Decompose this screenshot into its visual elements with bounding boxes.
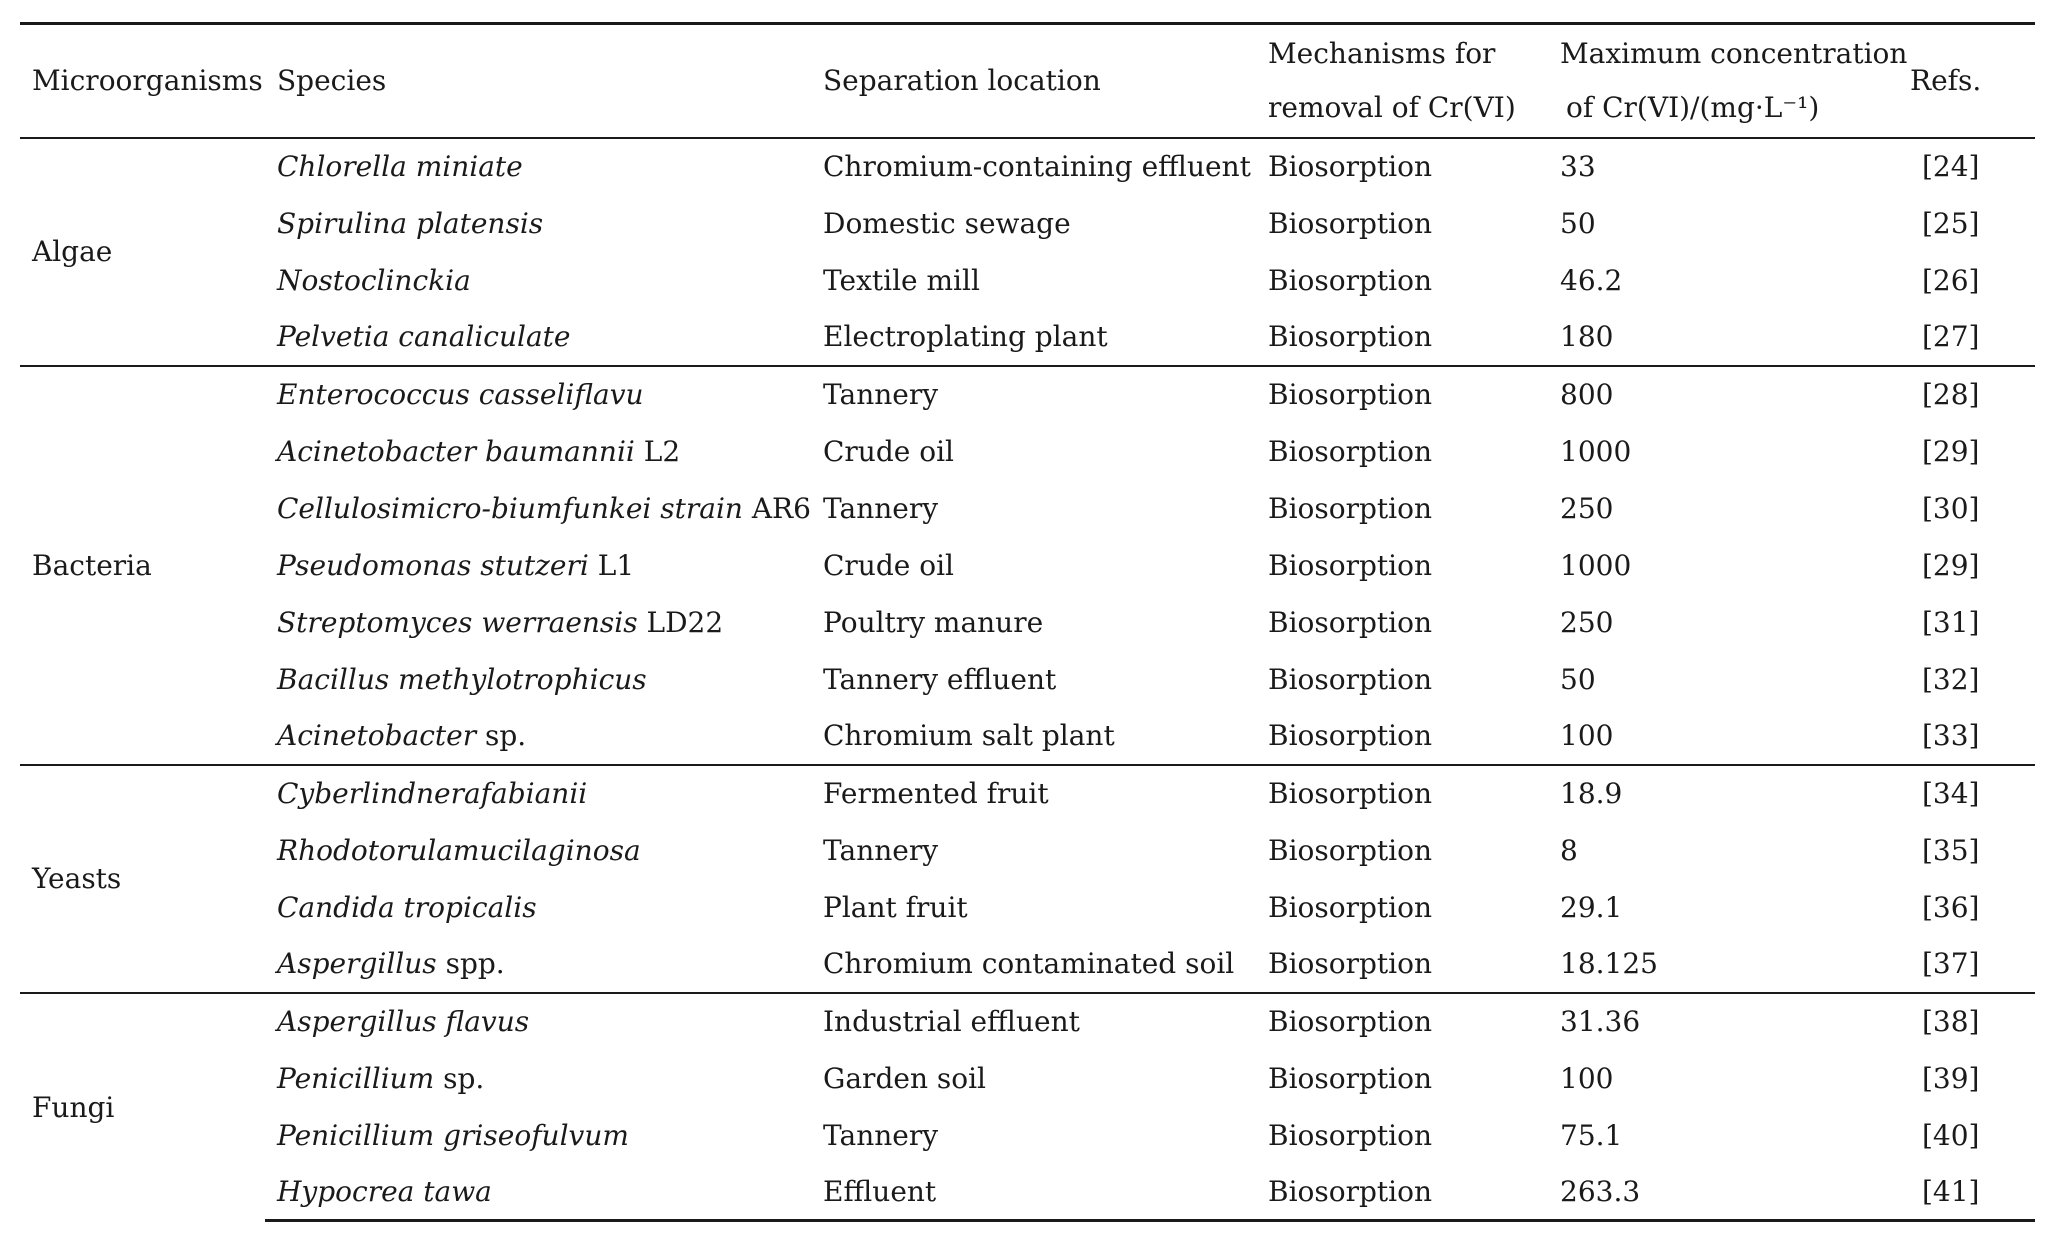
mechanism-cell: Biosorption (1268, 890, 1433, 924)
mechanism-cell: Biosorption (1268, 1118, 1433, 1152)
ref-cell: [40] (1922, 1118, 1980, 1152)
location-cell: Garden soil (823, 1061, 987, 1095)
mechanism-cell: Biosorption (1268, 548, 1433, 582)
mechanism-cell: Biosorption (1256, 765, 1548, 822)
species-strain: spp. (436, 947, 505, 980)
species-cell (265, 195, 811, 252)
header-mechanism-line2: removal of Cr(VI) (1268, 90, 1516, 124)
species-name: Hypocrea tawa (277, 1174, 492, 1208)
species-name: Penicillium griseofulvum (277, 1118, 629, 1152)
ref-cell: [29] (1922, 548, 1980, 582)
species-name: Acinetobacter (277, 719, 477, 752)
species-cell (265, 822, 811, 879)
mechanism-cell: Biosorption (1268, 605, 1433, 639)
species-cell (265, 366, 811, 423)
species-cell (265, 1107, 811, 1164)
species-name: Pelvetia canaliculate (277, 320, 571, 353)
concentration-cell: 1000 (1560, 434, 1632, 468)
species-strain: L2 (634, 434, 681, 468)
mechanism-cell: Biosorption (1256, 1164, 1548, 1221)
concentration-cell: 263.3 (1548, 1164, 1898, 1221)
header-refs: Refs. (1898, 24, 2035, 138)
header-location: Separation location (811, 24, 1256, 138)
species-name: Streptomyces werraensis (277, 605, 638, 639)
species-name: Cellulosimicro-biumfunkei strain (277, 491, 743, 525)
species-cell (265, 594, 811, 651)
mechanism-cell: Biosorption (1268, 206, 1433, 240)
ref-cell: [41] (1898, 1164, 2035, 1221)
ref-cell: [25] (1922, 206, 1980, 240)
species-cell (265, 936, 811, 993)
ref-cell: [26] (1922, 263, 1980, 297)
header-microorganisms: Microorganisms (20, 24, 265, 138)
location-cell: Tannery effluent (823, 662, 1057, 696)
table-row (20, 309, 2035, 366)
header-concentration-line2: of Cr(VI)/(mg·L⁻¹) (1566, 90, 1820, 124)
species-strain: sp. (434, 1061, 485, 1095)
species-strain: LD22 (637, 605, 724, 639)
species-cell (265, 651, 811, 708)
concentration-cell: 250 (1560, 491, 1614, 525)
species-cell (265, 993, 811, 1050)
ref-cell: [37] (1922, 947, 1980, 980)
species-name: Candida tropicalis (277, 890, 537, 924)
species-cell (265, 1050, 811, 1107)
mechanism-cell: Biosorption (1268, 150, 1433, 183)
concentration-cell: 800 (1548, 366, 1898, 423)
species-cell (265, 1164, 811, 1221)
species-name: Enterococcus casseliflavu (277, 378, 644, 411)
location-cell: Crude oil (823, 434, 955, 468)
table-row (20, 1164, 2035, 1221)
location-cell: Chromium contaminated soil (823, 947, 1235, 980)
mechanism-cell: Biosorption (1268, 1061, 1433, 1095)
species-name: Cyberlindnerafabianii (277, 777, 588, 810)
species-name: Penicillium (277, 1061, 435, 1095)
ref-cell: [39] (1922, 1061, 1980, 1095)
ref-cell: [29] (1922, 434, 1980, 468)
table-row (20, 879, 2035, 936)
table-body (20, 138, 2035, 1221)
concentration-cell: 8 (1560, 833, 1578, 867)
group-label: Fungi (20, 993, 265, 1221)
concentration-cell: 33 (1560, 150, 1596, 183)
table-row (20, 765, 2035, 822)
table-header-row (20, 24, 2035, 138)
location-cell: Textile mill (823, 263, 980, 297)
species-name: Chlorella miniate (277, 150, 523, 183)
location-cell: Tannery (823, 1118, 939, 1152)
mechanism-cell: Biosorption (1268, 947, 1433, 980)
mechanism-cell: Biosorption (1268, 662, 1433, 696)
table-row (20, 480, 2035, 537)
table-row (20, 423, 2035, 480)
species-name: Aspergillus (277, 947, 437, 980)
species-strain: AR6 (742, 491, 811, 525)
ref-cell: [38] (1898, 993, 2035, 1050)
location-cell: Tannery (823, 833, 939, 867)
ref-cell: [33] (1922, 719, 1980, 752)
species-name: Aspergillus flavus (277, 1005, 530, 1038)
concentration-cell: 250 (1560, 605, 1614, 639)
header-concentration-line1: Maximum concentration (1560, 36, 1908, 70)
concentration-cell: 31.36 (1548, 993, 1898, 1050)
location-cell: Domestic sewage (823, 206, 1071, 240)
location-cell: Crude oil (823, 548, 955, 582)
species-name: Nostoclinckia (277, 263, 471, 297)
mechanism-cell: Biosorption (1268, 434, 1433, 468)
species-cell (265, 423, 811, 480)
concentration-cell: 46.2 (1560, 263, 1623, 297)
location-cell: Industrial effluent (811, 993, 1256, 1050)
mechanism-cell: Biosorption (1268, 491, 1433, 525)
species-strain: L1 (588, 548, 635, 582)
group-label: Algae (32, 235, 113, 268)
concentration-cell: 75.1 (1560, 1118, 1623, 1152)
concentration-cell: 1000 (1560, 548, 1632, 582)
ref-cell: [24] (1922, 150, 1980, 183)
table-row (20, 594, 2035, 651)
species-name: Spirulina platensis (277, 206, 544, 240)
table-row (20, 822, 2035, 879)
table-row (20, 936, 2035, 993)
concentration-cell: 18.125 (1560, 947, 1658, 980)
concentration-cell: 100 (1560, 719, 1614, 752)
group-label: Bacteria (20, 366, 265, 765)
table-row (20, 708, 2035, 765)
species-cell (265, 537, 811, 594)
mechanism-cell: Biosorption (1268, 263, 1433, 297)
header-concentration (1548, 24, 1908, 138)
concentration-cell: 180 (1560, 320, 1614, 353)
location-cell: Tannery (823, 491, 939, 525)
mechanism-cell: Biosorption (1256, 366, 1548, 423)
table-row (20, 993, 2035, 1050)
location-cell: Chromium salt plant (823, 719, 1115, 752)
ref-cell: [36] (1922, 890, 1980, 924)
location-cell: Tannery (811, 366, 1256, 423)
ref-cell: [27] (1922, 320, 1980, 353)
table-row (20, 1050, 2035, 1107)
species-name: Acinetobacter baumannii (277, 434, 635, 468)
mechanism-cell: Biosorption (1268, 719, 1433, 752)
species-cell (265, 879, 811, 936)
concentration-cell: 50 (1560, 206, 1596, 240)
header-mechanism (1256, 24, 1548, 138)
concentration-cell: 50 (1560, 662, 1596, 696)
location-cell: Chromium-containing effluent (823, 150, 1251, 183)
species-cell (265, 765, 811, 822)
ref-cell: [34] (1898, 765, 2035, 822)
concentration-cell: 100 (1560, 1061, 1614, 1095)
ref-cell: [35] (1922, 833, 1980, 867)
species-strain: sp. (476, 719, 527, 752)
table-row (20, 1107, 2035, 1164)
species-cell (265, 138, 811, 195)
location-cell: Effluent (811, 1164, 1256, 1221)
ref-cell: [31] (1922, 605, 1980, 639)
species-name: Rhodotorulamucilaginosa (277, 833, 641, 867)
species-cell (265, 252, 811, 309)
table-row (20, 651, 2035, 708)
ref-cell: [28] (1898, 366, 2035, 423)
mechanism-cell: Biosorption (1268, 320, 1433, 353)
table-row (20, 195, 2035, 252)
header-mechanism-line1: Mechanisms for (1268, 36, 1496, 70)
concentration-cell: 29.1 (1560, 890, 1623, 924)
table-row (20, 366, 2035, 423)
mechanism-cell: Biosorption (1268, 833, 1433, 867)
table-row (20, 138, 2035, 195)
species-name: Pseudomonas stutzeri (277, 548, 589, 582)
ref-cell: [30] (1922, 491, 1980, 525)
location-cell: Plant fruit (823, 890, 968, 924)
location-cell: Poultry manure (823, 605, 1044, 639)
table-row (20, 537, 2035, 594)
species-cell (265, 480, 811, 537)
location-cell: Electroplating plant (823, 320, 1108, 353)
species-cell (265, 309, 811, 366)
header-species: Species (265, 24, 811, 138)
group-label: Yeasts (20, 765, 265, 993)
table-row (20, 252, 2035, 309)
location-cell: Fermented fruit (811, 765, 1256, 822)
species-name: Bacillus methylotrophicus (277, 662, 647, 696)
mechanism-cell: Biosorption (1256, 993, 1548, 1050)
concentration-cell: 18.9 (1548, 765, 1898, 822)
chromium-removal-table (20, 22, 2035, 1222)
species-cell (265, 708, 811, 765)
ref-cell: [32] (1922, 662, 1980, 696)
